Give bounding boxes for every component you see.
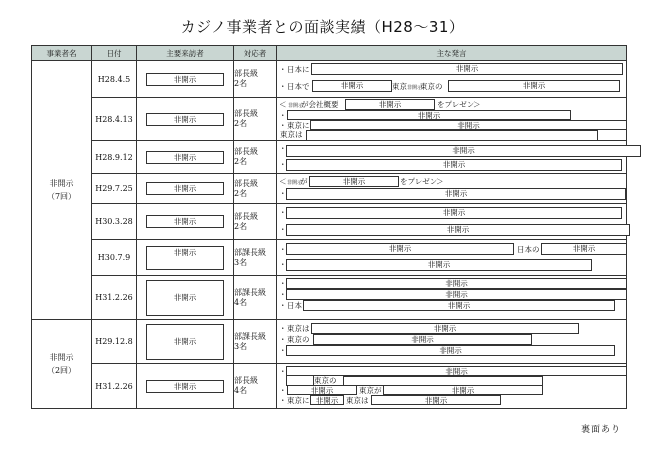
bullet: ・: [279, 324, 287, 333]
remark-text: 東京の: [314, 376, 337, 385]
redacted-box: 非開示: [146, 215, 224, 228]
bullet: ・: [279, 189, 287, 198]
bullet: ・: [279, 367, 287, 376]
responders-text: 部長級 2名: [234, 178, 258, 198]
remark-text: 東京は: [346, 396, 369, 405]
bullet: ・: [279, 346, 287, 355]
remark-text: ＞: [473, 100, 481, 109]
remark-text: 東京が: [359, 386, 382, 395]
redacted-box: 非開示: [146, 324, 224, 360]
redacted-box: 非開示: [146, 246, 224, 270]
redacted-box: 非開示: [312, 80, 392, 92]
remark-text-small: 非開示: [407, 85, 423, 91]
redacted-box: 非開示: [286, 345, 615, 356]
bullet: ・: [279, 396, 287, 405]
responders-cell: [234, 204, 277, 240]
redacted-box: 非開示: [311, 63, 623, 75]
redacted-box: 非開示: [541, 243, 627, 255]
remarks-cell: [277, 61, 627, 98]
bullet: ・: [279, 82, 287, 91]
remark-text: をプレゼン: [437, 100, 475, 109]
bullet: ・: [279, 335, 287, 344]
redacted-box: [306, 130, 598, 140]
remarks-cell: [277, 364, 627, 409]
table-row: [32, 61, 627, 98]
redacted-box: 非開示: [313, 334, 532, 345]
remark-text: 日本の: [517, 245, 540, 254]
date-cell: H30.3.28: [92, 204, 137, 240]
redacted-box: 非開示: [146, 151, 224, 164]
table-row: [32, 320, 627, 364]
company-name: 非開示: [49, 179, 74, 188]
remark-text: ＜: [279, 100, 287, 109]
remark-text: が会社概要: [301, 100, 339, 109]
table-row: [32, 98, 627, 141]
redacted-box: 非開示: [303, 300, 615, 311]
visitors-cell: [137, 174, 234, 204]
responders-cell: [234, 320, 277, 364]
responders-cell: [234, 240, 277, 276]
responders-text: 部課長級 3名: [234, 331, 266, 351]
redacted-box: 非開示: [146, 280, 224, 316]
remark-text: 日本で: [287, 82, 310, 91]
redacted-box: 非開示: [311, 323, 579, 334]
company-cell: [32, 61, 92, 320]
remark-text: 日本: [287, 301, 302, 310]
meeting-table: [31, 45, 627, 409]
redacted-box: 非開示: [287, 385, 357, 395]
visitors-cell: [137, 364, 234, 409]
redacted-box: 非開示: [286, 188, 626, 200]
responders-text: 部長級 4名: [234, 376, 258, 395]
date-cell: H31.2.26: [92, 276, 137, 320]
remark-text-small: 非開示: [288, 103, 304, 109]
redacted-box: 非開示: [286, 243, 514, 255]
remarks-cell: [277, 320, 627, 364]
bullet: ・: [279, 111, 287, 120]
remark-text: ＞: [436, 177, 444, 186]
responders-text: 部長級 2名: [234, 211, 258, 231]
redacted-box: 非開示: [286, 207, 622, 219]
remark-text: 東京は: [280, 130, 303, 139]
bullet: ・: [279, 386, 287, 395]
redacted-box: 非開示: [286, 145, 641, 157]
redacted-box: 非開示: [146, 73, 224, 86]
remark-text: 東京に: [287, 396, 310, 405]
remark-text: 東京の: [287, 335, 310, 344]
responders-cell: [234, 98, 277, 141]
redacted-box: 非開示: [287, 110, 571, 120]
company-cell: [32, 320, 92, 409]
bullet: ・: [279, 144, 287, 153]
bullet: ・: [279, 121, 287, 130]
redacted-box: 非開示: [310, 120, 627, 130]
remark-text: ＜: [279, 177, 287, 186]
responders-text: 部長級 2名: [234, 69, 258, 88]
remark-text: 東京は: [287, 324, 310, 333]
date-cell: H29.7.25: [92, 174, 137, 204]
responders-text: 部課長級 4名: [234, 287, 266, 307]
header-remarks: 主な発言: [277, 46, 627, 61]
header-date: 日付: [92, 46, 137, 61]
page-title: カジノ事業者との面談実績（H28〜31）: [180, 18, 465, 36]
date-cell: H29.12.8: [92, 320, 137, 364]
redacted-box: 非開示: [309, 176, 399, 187]
bullet: ・: [279, 260, 287, 269]
redacted-box: 非開示: [146, 182, 224, 195]
bullet: ・: [279, 160, 287, 169]
visitors-cell: [137, 320, 234, 364]
remarks-cell: [277, 141, 627, 174]
remark-text: が: [300, 177, 308, 186]
redacted-box: 非開示: [146, 113, 224, 126]
remark-text: 東京の: [420, 82, 443, 91]
meeting-count: （7回）: [46, 192, 77, 201]
responders-text: 部長級 2名: [234, 109, 258, 128]
redacted-box: 非開示: [286, 224, 630, 236]
visitors-cell: [137, 61, 234, 98]
visitors-cell: [137, 204, 234, 240]
date-cell: H28.4.5: [92, 61, 137, 98]
responders-cell: [234, 174, 277, 204]
redacted-box: 非開示: [286, 366, 627, 376]
redacted-box: 非開示: [286, 278, 627, 289]
remarks-cell: [277, 204, 627, 240]
remark-text: 東京: [392, 82, 407, 91]
remark-text: 日本に: [287, 65, 310, 74]
bullet: ・: [279, 65, 287, 74]
remarks-cell: [277, 98, 627, 141]
table-row: [32, 276, 627, 320]
redacted-box: 非開示: [286, 259, 592, 271]
bullet: ・: [279, 290, 287, 299]
redacted-box: 非開示: [146, 380, 224, 393]
table-header-row: [32, 46, 627, 61]
remark-text: 東京に: [287, 121, 310, 130]
date-cell: H28.9.12: [92, 141, 137, 174]
bullet: ・: [279, 279, 287, 288]
redacted-box: 非開示: [383, 385, 543, 395]
table-row: [32, 240, 627, 276]
responders-cell: [234, 61, 277, 98]
header-company: 事業者名: [32, 46, 92, 61]
responders-cell: [234, 141, 277, 174]
redacted-box: 非開示: [345, 99, 435, 110]
visitors-cell: [137, 141, 234, 174]
remarks-cell: [277, 276, 627, 320]
remark-text-small: 非開示: [287, 180, 303, 186]
remarks-cell: [277, 240, 627, 276]
redacted-box: 非開示: [448, 80, 620, 92]
header-responders: 対応者: [234, 46, 277, 61]
remarks-cell: [277, 174, 627, 204]
visitors-cell: [137, 98, 234, 141]
visitors-cell: [137, 240, 234, 276]
responders-cell: [234, 276, 277, 320]
company-name: 非開示: [49, 353, 74, 362]
meeting-count: （2回）: [46, 366, 77, 375]
bullet: ・: [279, 225, 287, 234]
redacted-box: 非開示: [286, 159, 622, 171]
remark-text: をプレゼン: [400, 177, 438, 186]
redacted-box: 非開示: [286, 289, 627, 300]
responders-text: 部課長級 3名: [234, 247, 266, 267]
date-cell: H30.7.9: [92, 240, 137, 276]
table-row: [32, 364, 627, 409]
redacted-box: 非開示: [310, 395, 344, 405]
date-cell: H28.4.13: [92, 98, 137, 141]
redacted-box: 非開示: [371, 395, 501, 405]
bullet: ・: [279, 208, 287, 217]
bullet: ・: [279, 301, 287, 310]
header-visitors: 主要来訪者: [137, 46, 234, 61]
responders-cell: [234, 364, 277, 409]
visitors-cell: [137, 276, 234, 320]
table-row: [32, 174, 627, 204]
date-cell: H31.2.26: [92, 364, 137, 409]
table-row: [32, 141, 627, 174]
table-row: [32, 204, 627, 240]
footer-note: 裏面あり: [580, 425, 621, 435]
bullet: ・: [279, 245, 287, 254]
responders-text: 部長級 2名: [234, 147, 258, 166]
